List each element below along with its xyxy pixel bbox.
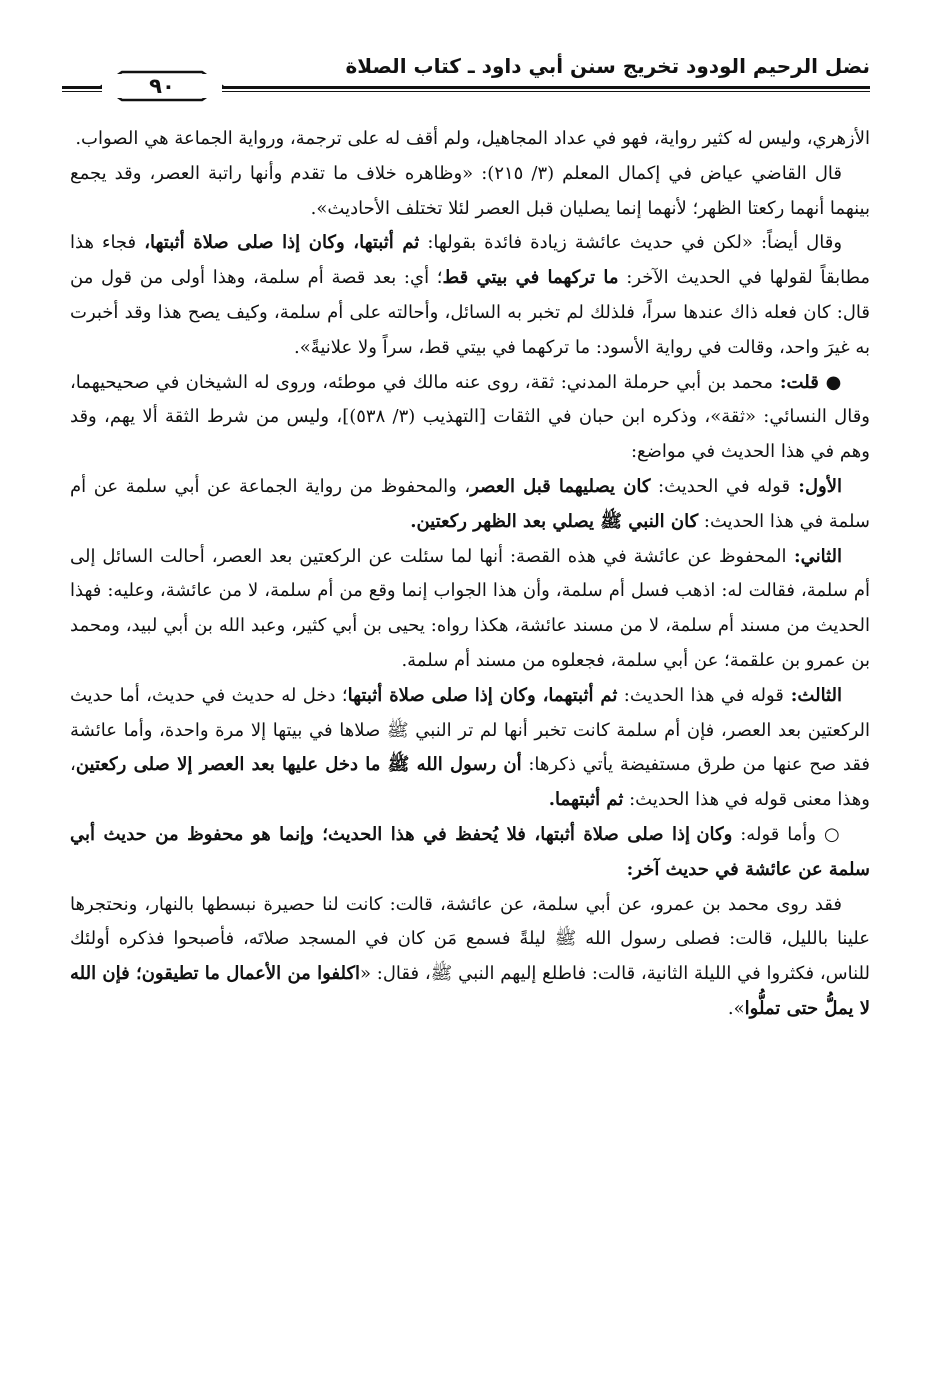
running-title: نضل الرحيم الودود تخريج سنن أبي داود ـ كتاب الصلاة [345, 54, 870, 78]
page-number: ٩٠ [102, 74, 222, 98]
bold-text: اكلفوا من الأعمال ما تطيقون؛ فإن الله لا يملُّ حتى تملُّوا [70, 963, 870, 1019]
page-body [70, 122, 870, 1027]
paragraph [70, 226, 870, 365]
text-run: قوله في الحديث: [650, 475, 791, 497]
text-run: ؛ أي: بعد قصة أم سلمة، وهذا أولى من قول من قال: كان فعله ذاك عندها سراً، فلذلك لم تخبر به السائل، وأحالته على أم سلمة، وكيف يصح هذا وقد أخبرت به غيرَ واحد، وقالت في رواية الأسود: ما تركهما في بيتي قط، سراً ولا علانيةً». [70, 267, 870, 358]
text-run: محمد بن أبي حرملة المدني: ثقة، روى عنه مالك في موطئه، وروى له الشيخان في صحيحيهما، وقال النسائي: «ثقة»، وذكره ابن حبان في الثقات [التهذيب (٣/ ٥٣٨)]، وليس من شرط الثقة ألا يهم، وقد وهم في هذا الحديث في مواضع: [70, 371, 870, 463]
paragraph [70, 818, 870, 888]
paragraph [70, 679, 870, 818]
text-run: فقد روى محمد بن عمرو، عن أبي سلمة، عن عائشة، قالت: كانت لنا حصيرة نبسطها بالنهار، ونحتجرها علينا بالليل، قالت: فصلى رسول الله ﷺ ليلةً فسمع مَن كان في المسجد صلاتَه، فأصبحوا فذكره أولئك للناس، فكثروا في الليلة الثانية، قالت: فاطلع إليهم النبي ﷺ، فقال: « [70, 893, 870, 985]
bold-text: الأول: [790, 475, 842, 497]
text-run: وقال أيضاً: «لكن في حديث عائشة زيادة فائدة بقولها: [419, 232, 843, 254]
text-run: ، والمحفوظ من رواية الجماعة عن أبي سلمة عن أم سلمة في هذا الحديث: [70, 475, 870, 532]
page-header [62, 48, 870, 106]
text-run: قال القاضي عياض في إكمال المعلم (٣/ ٢١٥): «وظاهره خلاف ما تقدم وأنها راتبة العصر، وقد يجمع بينهما أنهما ركعتا الظهر؛ لأنهما إنما يصليان قبل العصر لئلا تختلف الأحاديث». [70, 162, 870, 219]
bold-text: ثم أثبتهما. [548, 789, 624, 811]
text-run: الأزهري، وليس له كثير رواية، فهو في عداد المجاهيل، ولم أقف له على ترجمة، ورواية الجماعة هي الصواب. [75, 128, 870, 149]
bold-text: ما تركهما في بيتي قط [442, 267, 619, 289]
page-number-ornament [62, 48, 262, 106]
bold-text: كان يصليهما قبل العصر [470, 475, 651, 497]
bold-text: ثم أثبتها، وكان إذا صلى صلاة أثبتها، [144, 232, 420, 254]
text-run: ؛ دخل له حديث في حديث، أما حديث الركعتين بعد العصر، فإن أم سلمة كانت تخبر أنها لم تر النبي ﷺ صلاها في بيتها إلا مرة واحدة، وأما عائشة فقد صح عنها من طرق مستفيضة يأتي ذكرها: [70, 684, 870, 776]
bold-text: ثم أثبتهما، وكان إذا صلى صلاة أثبتها [347, 684, 618, 706]
paragraph [70, 122, 870, 157]
text-run: ». [727, 997, 745, 1019]
paragraph [70, 470, 870, 540]
bold-text: وكان إذا صلى صلاة أثبتها، فلا يُحفظ في هذا الحديث؛ وإنما هو محفوظ من حديث أبي سلمة عن عائشة في حديث آخر: [70, 823, 870, 880]
bold-text: كان النبي ﷺ يصلي بعد الظهر ركعتين. [410, 510, 699, 532]
text-run: ○ وأما قوله: [732, 823, 842, 845]
paragraph [70, 157, 870, 227]
paragraph [70, 888, 870, 1027]
bold-text: أن رسول الله ﷺ ما دخل عليها بعد العصر إلا صلى ركعتين [75, 754, 522, 776]
bold-text: الثالث: [783, 684, 842, 706]
paragraph [70, 366, 870, 470]
bold-text: ● قلت: [773, 371, 843, 393]
bold-text: الثاني: [786, 545, 843, 567]
text-run: ، وهذا معنى قوله في هذا الحديث: [70, 754, 870, 811]
paragraph [70, 540, 870, 679]
text-run: قوله في هذا الحديث: [617, 684, 784, 706]
text-run: المحفوظ عن عائشة في هذه القصة: أنها لما سئلت عن الركعتين بعد العصر، أحالت السائل إلى أم سلمة، فقالت له: اذهب فسل أم سلمة، وأن هذا الجواب إنما وقع من أم سلمة، لا من عائشة، وعليه: فهذا الحديث من مسند أم سلمة، لا من مسند عائشة، هكذا رواه: يحيى بن أبي كثير، وعبد الله بن أبي لبيد، ومحمد بن عمرو بن علقمة؛ عن أبي سلمة، فجعلوه من مسند أم سلمة. [70, 545, 870, 671]
text-run: فجاء هذا مطابقاً لقولها في الحديث الآخر: [70, 232, 870, 289]
